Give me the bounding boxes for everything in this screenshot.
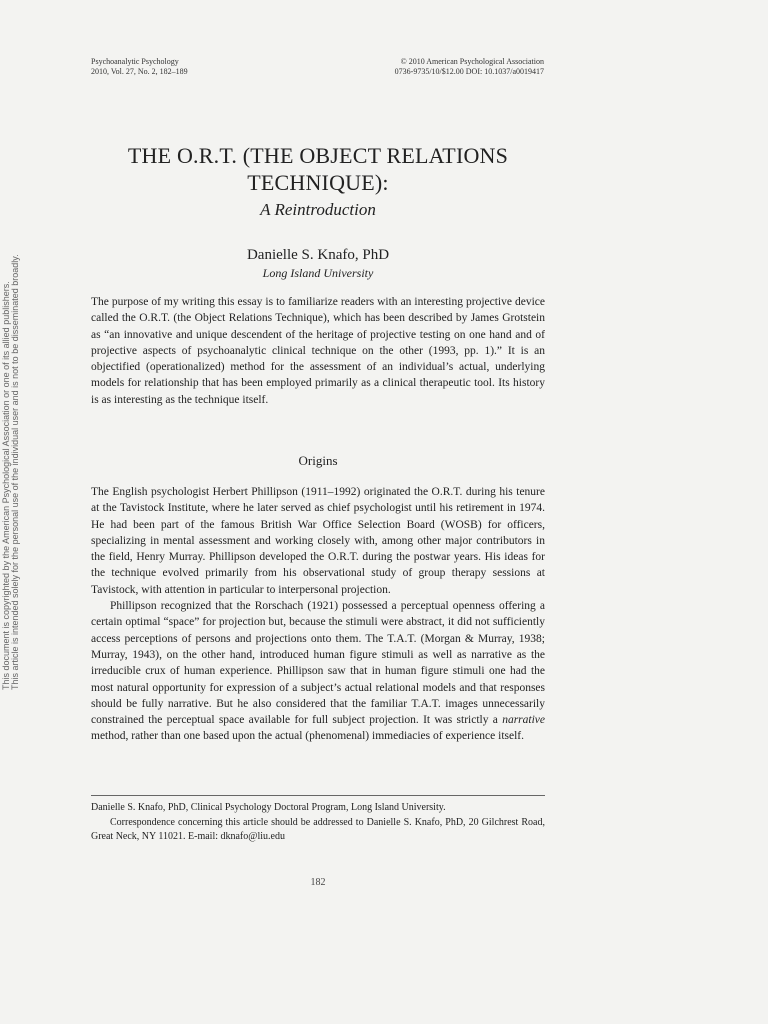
abstract: The purpose of my writing this essay is to familiarize readers with an interesting projective device called the O.R.T. (the Object Relations Technique), which has been described by James Grotstein as “an innovative and unique descendent of the heritage of projective testing on one hand and of projective aspects of psychoanalytic clinical technique on the other (1993, pp. 1).” It is an objectified (operationalized) method for the assessment of an individual’s actual, underlying models for relationship that has been employed primarily as a clinical therapeutic tool. Its history is as interesting as the technique itself. xyxy=(91,296,545,406)
footnote-affiliation: Danielle S. Knafo, PhD, Clinical Psychology Doctoral Program, Long Island University. xyxy=(91,802,446,813)
doi-line: 0736-9735/10/$12.00 DOI: 10.1037/a0019417 xyxy=(394,67,544,76)
copyright-line: © 2010 American Psychological Association xyxy=(400,57,544,66)
author-affiliation: Long Island University xyxy=(262,266,374,280)
running-header-right xyxy=(395,57,544,77)
page-number: 182 xyxy=(310,877,326,888)
article-subtitle: A Reintroduction xyxy=(260,200,376,219)
author-name: Danielle S. Knafo, PhD xyxy=(246,247,390,263)
body-text xyxy=(91,484,545,745)
title-block xyxy=(91,142,545,281)
para2-emphasis: narrative xyxy=(502,714,545,727)
section-heading: Origins xyxy=(298,453,338,468)
running-header-left xyxy=(91,57,188,77)
para2-text-b: method, rather than one based upon the actual (phenomenal) immediacies of experience itself. xyxy=(91,730,524,743)
title-line-1: THE O.R.T. (THE OBJECT RELATIONS xyxy=(127,143,509,168)
footnote xyxy=(91,801,545,845)
copyright-side-notice xyxy=(0,0,20,1024)
side-notice-line-1: This document is copyrighted by the American Psychological Association or one of its allied publishers. xyxy=(1,281,11,690)
body-paragraph-1: The English psychologist Herbert Phillipson (1911–1992) originated the O.R.T. during his tenure at the Tavistock Institute, where he later served as chief psychologist until his retirement in 1974. He had been part of the famous British War Office Selection Board (WOSB) for officers, specializing in mental assessment and working closely with, among other major contributors in the field, Henry Murray. Phillipson developed the O.R.T. during the postwar years. His ideas for the technique evolved primarily from his observational study of group therapy sessions at Tavistock, with attention in particular to interpersonal projection. xyxy=(91,486,545,596)
article-title xyxy=(91,142,545,196)
side-notice-line-2: This article is intended solely for the personal use of the individual user and is not to be disseminated broadly. xyxy=(10,254,20,690)
footnote-correspondence: Correspondence concerning this article should be addressed to Danielle S. Knafo, PhD, 20 Gilchrest Road, Great Neck, NY 11021. E-mail: dknafo@liu.edu xyxy=(91,816,545,842)
title-line-2: TECHNIQUE): xyxy=(247,170,389,195)
journal-issue: 2010, Vol. 27, No. 2, 182–189 xyxy=(91,67,188,76)
journal-name: Psychoanalytic Psychology xyxy=(91,57,179,66)
footnote-rule xyxy=(91,795,545,796)
body-paragraph-2 xyxy=(91,598,545,745)
para2-text-a: Phillipson recognized that the Rorschach (1921) possessed a perceptual openness offering a certain optimal “space” for projection but, because the stimuli were abstract, it did not sufficiently access perceptions of persons and projections onto them. The T.A.T. (Morgan & Murray, 1938; Murray, 1943), on the other hand, introduced human figure stimuli as well as narrative as the irreducible crux of human experience. Phillipson saw that in human figure stimuli one had the most natural opportunity for expression of a subject’s actual relational models and that responses should be fully narrative. But he also considered that the familiar T.A.T. images unnecessarily constrained the perceptual space available for full subject projection. It was strictly a xyxy=(91,600,545,727)
